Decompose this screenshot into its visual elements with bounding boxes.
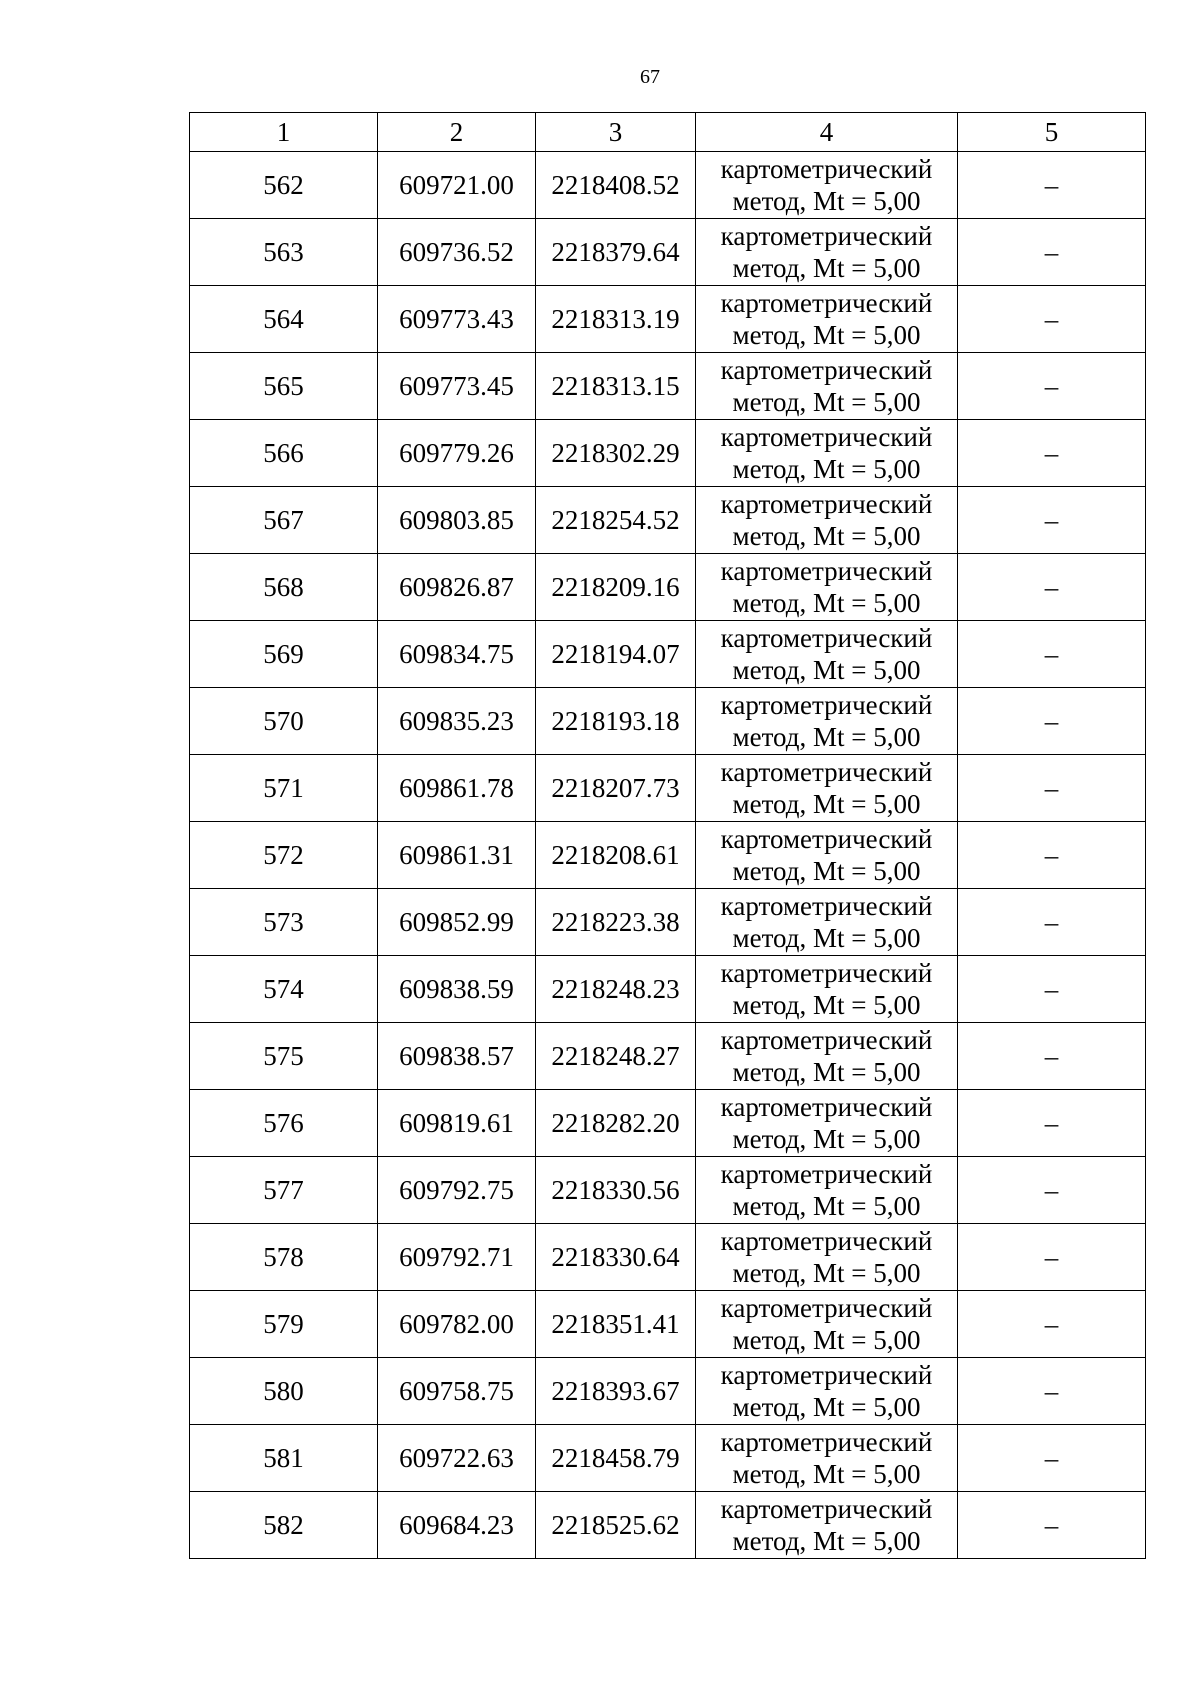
method-cell [696,1023,958,1090]
header-row [190,113,1146,152]
table-row [190,219,1146,286]
y-coordinate-cell: 2218223.38 [536,889,696,956]
x-coordinate-cell: 609758.75 [378,1358,536,1425]
x-coordinate-cell: 609861.31 [378,822,536,889]
y-coordinate-cell: 2218393.67 [536,1358,696,1425]
header-col-3: 3 [536,113,696,152]
table-row [190,554,1146,621]
note-cell: – [958,1291,1146,1358]
method-line-1: картометрический [720,489,933,519]
point-number-cell: 570 [190,688,378,755]
point-number-cell: 562 [190,152,378,219]
method-line-2: метод, Mt = 5,00 [732,387,921,417]
x-coordinate-cell: 609792.75 [378,1157,536,1224]
table-row [190,487,1146,554]
table-row [190,353,1146,420]
y-coordinate-cell: 2218313.19 [536,286,696,353]
point-number-cell: 566 [190,420,378,487]
y-coordinate-cell: 2218207.73 [536,755,696,822]
point-number-cell: 572 [190,822,378,889]
note-cell: – [958,889,1146,956]
method-line-1: картометрический [720,958,933,988]
method-line-1: картометрический [720,154,933,184]
x-coordinate-cell: 609834.75 [378,621,536,688]
note-cell: – [958,1492,1146,1559]
note-cell: – [958,755,1146,822]
table-row [190,152,1146,219]
method-cell [696,487,958,554]
method-line-1: картометрический [720,288,933,318]
table-row [190,1291,1146,1358]
method-line-1: картометрический [720,1159,933,1189]
coordinates-table [189,112,1146,1559]
point-number-cell: 563 [190,219,378,286]
y-coordinate-cell: 2218302.29 [536,420,696,487]
point-number-cell: 568 [190,554,378,621]
method-cell [696,1291,958,1358]
point-number-cell: 582 [190,1492,378,1559]
y-coordinate-cell: 2218525.62 [536,1492,696,1559]
x-coordinate-cell: 609721.00 [378,152,536,219]
note-cell: – [958,353,1146,420]
x-coordinate-cell: 609861.78 [378,755,536,822]
table-row [190,621,1146,688]
method-cell [696,1090,958,1157]
method-line-1: картометрический [720,1494,933,1524]
note-cell: – [958,487,1146,554]
method-line-1: картометрический [720,1092,933,1122]
note-cell: – [958,1425,1146,1492]
x-coordinate-cell: 609792.71 [378,1224,536,1291]
method-line-1: картометрический [720,891,933,921]
note-cell: – [958,1090,1146,1157]
method-line-2: метод, Mt = 5,00 [732,1459,921,1489]
method-line-1: картометрический [720,221,933,251]
method-cell [696,621,958,688]
x-coordinate-cell: 609819.61 [378,1090,536,1157]
x-coordinate-cell: 609773.43 [378,286,536,353]
y-coordinate-cell: 2218379.64 [536,219,696,286]
method-line-2: метод, Mt = 5,00 [732,1526,921,1556]
method-line-2: метод, Mt = 5,00 [732,1057,921,1087]
x-coordinate-cell: 609838.57 [378,1023,536,1090]
header-col-5: 5 [958,113,1146,152]
method-line-2: метод, Mt = 5,00 [732,521,921,551]
table-row [190,1492,1146,1559]
method-cell [696,353,958,420]
x-coordinate-cell: 609782.00 [378,1291,536,1358]
method-cell [696,1492,958,1559]
method-cell [696,1358,958,1425]
table-row [190,1023,1146,1090]
note-cell: – [958,822,1146,889]
table-row [190,420,1146,487]
y-coordinate-cell: 2218282.20 [536,1090,696,1157]
method-cell [696,152,958,219]
method-line-2: метод, Mt = 5,00 [732,856,921,886]
method-cell [696,822,958,889]
method-line-2: метод, Mt = 5,00 [732,1258,921,1288]
method-cell [696,1224,958,1291]
table-row [190,889,1146,956]
x-coordinate-cell: 609838.59 [378,956,536,1023]
y-coordinate-cell: 2218330.64 [536,1224,696,1291]
method-line-2: метод, Mt = 5,00 [732,655,921,685]
method-line-2: метод, Mt = 5,00 [732,722,921,752]
method-line-2: метод, Mt = 5,00 [732,923,921,953]
method-line-1: картометрический [720,757,933,787]
method-line-1: картометрический [720,556,933,586]
note-cell: – [958,219,1146,286]
point-number-cell: 577 [190,1157,378,1224]
method-line-2: метод, Mt = 5,00 [732,1191,921,1221]
x-coordinate-cell: 609826.87 [378,554,536,621]
header-col-4: 4 [696,113,958,152]
method-cell [696,688,958,755]
point-number-cell: 578 [190,1224,378,1291]
x-coordinate-cell: 609852.99 [378,889,536,956]
method-line-1: картометрический [720,824,933,854]
method-line-1: картометрический [720,1293,933,1323]
method-line-1: картометрический [720,1427,933,1457]
table-body [190,152,1146,1559]
table-row [190,1090,1146,1157]
note-cell: – [958,1224,1146,1291]
y-coordinate-cell: 2218458.79 [536,1425,696,1492]
table-row [190,956,1146,1023]
method-cell [696,554,958,621]
y-coordinate-cell: 2218248.27 [536,1023,696,1090]
table-row [190,1358,1146,1425]
y-coordinate-cell: 2218254.52 [536,487,696,554]
method-line-2: метод, Mt = 5,00 [732,454,921,484]
y-coordinate-cell: 2218209.16 [536,554,696,621]
table-row [190,286,1146,353]
table-row [190,1425,1146,1492]
header-col-2: 2 [378,113,536,152]
note-cell: – [958,688,1146,755]
x-coordinate-cell: 609779.26 [378,420,536,487]
method-line-2: метод, Mt = 5,00 [732,789,921,819]
method-cell [696,286,958,353]
y-coordinate-cell: 2218208.61 [536,822,696,889]
note-cell: – [958,554,1146,621]
method-line-1: картометрический [720,422,933,452]
method-line-2: метод, Mt = 5,00 [732,1325,921,1355]
method-line-2: метод, Mt = 5,00 [732,1392,921,1422]
x-coordinate-cell: 609835.23 [378,688,536,755]
method-cell [696,1425,958,1492]
x-coordinate-cell: 609684.23 [378,1492,536,1559]
x-coordinate-cell: 609773.45 [378,353,536,420]
y-coordinate-cell: 2218330.56 [536,1157,696,1224]
method-cell [696,1157,958,1224]
point-number-cell: 564 [190,286,378,353]
method-cell [696,755,958,822]
point-number-cell: 571 [190,755,378,822]
method-line-2: метод, Mt = 5,00 [732,253,921,283]
table-row [190,755,1146,822]
x-coordinate-cell: 609803.85 [378,487,536,554]
note-cell: – [958,1023,1146,1090]
table-row [190,1157,1146,1224]
note-cell: – [958,956,1146,1023]
page-number: 67 [640,66,660,88]
point-number-cell: 573 [190,889,378,956]
y-coordinate-cell: 2218193.18 [536,688,696,755]
method-line-1: картометрический [720,1360,933,1390]
method-line-1: картометрический [720,690,933,720]
y-coordinate-cell: 2218351.41 [536,1291,696,1358]
point-number-cell: 580 [190,1358,378,1425]
y-coordinate-cell: 2218248.23 [536,956,696,1023]
method-cell [696,219,958,286]
note-cell: – [958,1157,1146,1224]
point-number-cell: 567 [190,487,378,554]
method-line-2: метод, Mt = 5,00 [732,588,921,618]
table-row [190,1224,1146,1291]
method-line-2: метод, Mt = 5,00 [732,186,921,216]
method-line-1: картометрический [720,1226,933,1256]
point-number-cell: 575 [190,1023,378,1090]
note-cell: – [958,286,1146,353]
method-line-1: картометрический [720,355,933,385]
method-cell [696,420,958,487]
point-number-cell: 581 [190,1425,378,1492]
table-header [190,113,1146,152]
note-cell: – [958,420,1146,487]
method-cell [696,889,958,956]
point-number-cell: 565 [190,353,378,420]
point-number-cell: 574 [190,956,378,1023]
y-coordinate-cell: 2218194.07 [536,621,696,688]
point-number-cell: 579 [190,1291,378,1358]
header-col-1: 1 [190,113,378,152]
table-row [190,688,1146,755]
point-number-cell: 569 [190,621,378,688]
y-coordinate-cell: 2218313.15 [536,353,696,420]
x-coordinate-cell: 609722.63 [378,1425,536,1492]
table-row [190,822,1146,889]
method-line-2: метод, Mt = 5,00 [732,990,921,1020]
y-coordinate-cell: 2218408.52 [536,152,696,219]
method-cell [696,956,958,1023]
method-line-1: картометрический [720,1025,933,1055]
x-coordinate-cell: 609736.52 [378,219,536,286]
method-line-2: метод, Mt = 5,00 [732,1124,921,1154]
method-line-2: метод, Mt = 5,00 [732,320,921,350]
note-cell: – [958,1358,1146,1425]
note-cell: – [958,152,1146,219]
note-cell: – [958,621,1146,688]
point-number-cell: 576 [190,1090,378,1157]
method-line-1: картометрический [720,623,933,653]
